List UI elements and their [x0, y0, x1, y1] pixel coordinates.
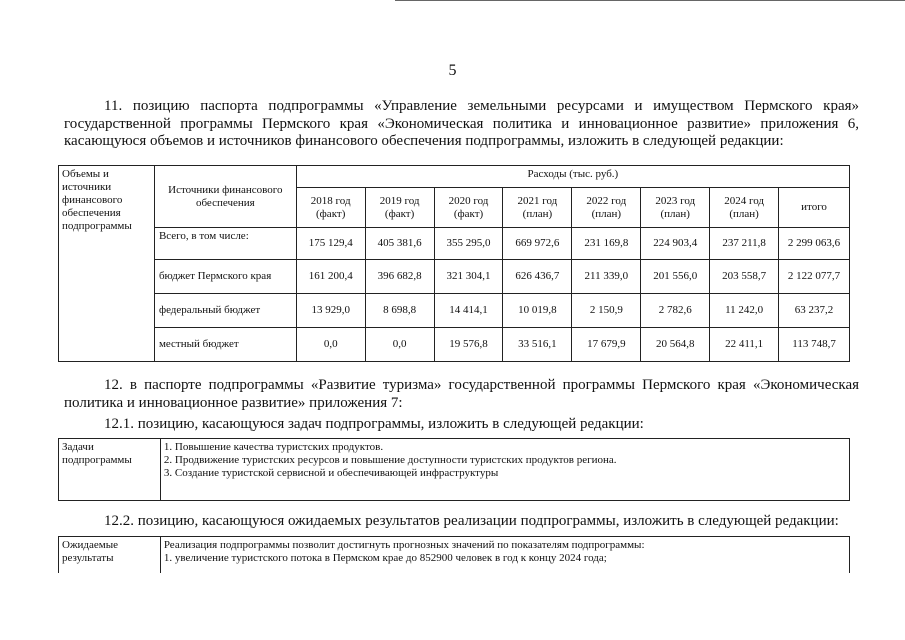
cell-value: 211 339,0: [572, 260, 641, 294]
cell-value: 396 682,8: [365, 260, 434, 294]
result-line: 1. увеличение туристского потока в Пермском крае до 852900 человек в год к концу 2024 года;: [163, 552, 607, 564]
cell-value: 33 516,1: [503, 328, 572, 362]
table-row: [59, 260, 850, 294]
year-header: 2018 год (факт): [296, 188, 365, 228]
tasks-label: Задачи подпрограммы: [59, 439, 161, 501]
cell-value: 19 576,8: [434, 328, 503, 362]
cell-value: 0,0: [296, 328, 365, 362]
cell-value: 0,0: [365, 328, 434, 362]
cell-value: 11 242,0: [710, 294, 779, 328]
paragraph-11: 11. позицию паспорта подпрограммы «Управление земельными ресурсами и имуществом Пермского края» государственной программы Пермского края «Экономическая политика и инновационное развитие» приложения 6, касающуюся объемов и источников финансового обеспечения подпрограммы, изложить в следующей редакции:: [64, 98, 859, 149]
year-header: 2022 год (план): [572, 188, 641, 228]
results-label: Ожидаемые результаты: [59, 537, 161, 573]
cell-value: 22 411,1: [710, 328, 779, 362]
page-number: 5: [448, 62, 457, 79]
cell-value: 14 414,1: [434, 294, 503, 328]
cell-value: 2 782,6: [641, 294, 710, 328]
cell-value: 13 929,0: [296, 294, 365, 328]
top-border-line: [395, 0, 905, 1]
cell-value: 2 122 077,7: [779, 260, 850, 294]
cell-value: 203 558,7: [710, 260, 779, 294]
table-row: [59, 294, 850, 328]
tasks-table: [58, 438, 850, 501]
sources-header: Источники финансового обеспечения: [154, 166, 296, 228]
results-table: [58, 536, 850, 573]
cell-value: 17 679,9: [572, 328, 641, 362]
year-header: 2019 год (факт): [365, 188, 434, 228]
finance-first-col: Объемы и источники финансового обеспечения подпрограммы: [59, 166, 155, 362]
cell-value: 161 200,4: [296, 260, 365, 294]
year-header: 2021 год (план): [503, 188, 572, 228]
results-text: [160, 537, 849, 573]
cell-value: 626 436,7: [503, 260, 572, 294]
cell-value: 113 748,7: [779, 328, 850, 362]
expenses-header: Расходы (тыс. руб.): [296, 166, 849, 188]
cell-value: 237 211,8: [710, 228, 779, 260]
row-label: местный бюджет: [154, 328, 296, 362]
cell-value: 669 972,6: [503, 228, 572, 260]
cell-value: 63 237,2: [779, 294, 850, 328]
total-header: итого: [779, 188, 850, 228]
paragraph-12-1: 12.1. позицию, касающуюся задач подпрограммы, изложить в следующей редакции:: [104, 416, 644, 432]
cell-value: 175 129,4: [296, 228, 365, 260]
cell-value: 321 304,1: [434, 260, 503, 294]
task-item: 3. Создание туристской сервисной и обеспечивающей инфраструктуры: [163, 467, 499, 479]
paragraph-12-2: 12.2. позицию, касающуюся ожидаемых результатов реализации подпрограммы, изложить в следующей редакции:: [104, 513, 839, 529]
result-line: Реализация подпрограммы позволит достигнуть прогнозных значений по показателям подпрограммы:: [163, 539, 645, 551]
cell-value: 2 299 063,6: [779, 228, 850, 260]
paragraph-12: 12. в паспорте подпрограммы «Развитие туризма» государственной программы Пермского края «Экономическая политика и инновационное развитие» приложения 7:: [64, 377, 859, 411]
cell-value: 8 698,8: [365, 294, 434, 328]
task-item: 2. Продвижение туристских ресурсов и повышение доступности туристских продуктов региона.: [163, 454, 617, 466]
table-row: [59, 228, 850, 260]
tasks-list: [160, 439, 849, 501]
year-header: 2023 год (план): [641, 188, 710, 228]
cell-value: 224 903,4: [641, 228, 710, 260]
cell-value: 405 381,6: [365, 228, 434, 260]
table-row: [59, 328, 850, 362]
year-header: 2024 год (план): [710, 188, 779, 228]
task-item: 1. Повышение качества туристских продуктов.: [163, 441, 384, 453]
row-label: Всего, в том числе:: [154, 228, 296, 260]
cell-value: 201 556,0: [641, 260, 710, 294]
finance-table: [58, 165, 850, 362]
row-label: бюджет Пермского края: [154, 260, 296, 294]
cell-value: 231 169,8: [572, 228, 641, 260]
row-label: федеральный бюджет: [154, 294, 296, 328]
cell-value: 2 150,9: [572, 294, 641, 328]
cell-value: 355 295,0: [434, 228, 503, 260]
year-header: 2020 год (факт): [434, 188, 503, 228]
cell-value: 20 564,8: [641, 328, 710, 362]
cell-value: 10 019,8: [503, 294, 572, 328]
